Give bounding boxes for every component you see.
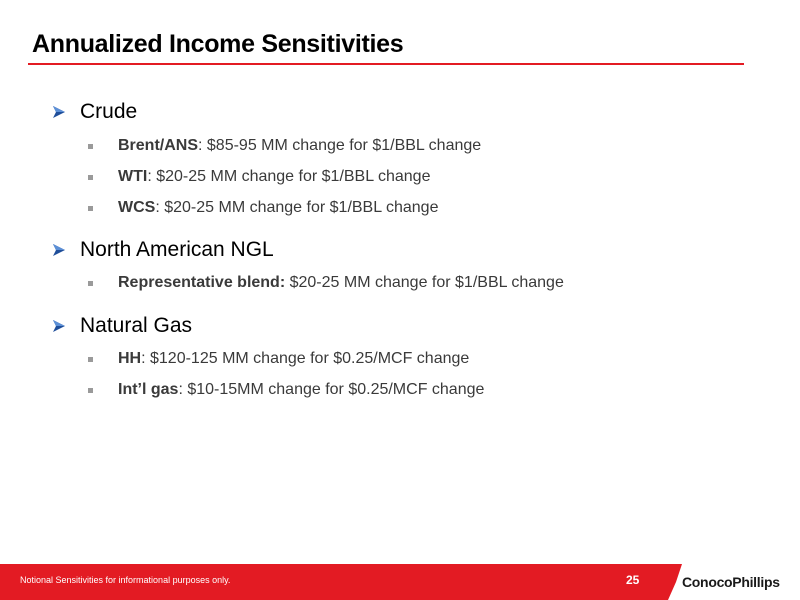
- company-logo: ConocoPhillips: [682, 574, 780, 590]
- arrow-bullet-icon: [52, 243, 66, 257]
- item-description: : $10-15MM change for $0.25/MCF change: [178, 381, 485, 398]
- square-bullet-icon: [88, 144, 93, 149]
- item-text: [118, 274, 564, 292]
- section-label: North American NGL: [80, 238, 274, 261]
- item-term: WTI: [118, 168, 148, 185]
- section-label: Crude: [80, 100, 138, 123]
- item-term: WCS: [118, 199, 156, 216]
- item-text: [118, 199, 438, 217]
- item-term: Representative blend:: [118, 274, 286, 291]
- footer-note: Notional Sensitivities for informational purposes only.: [20, 575, 231, 585]
- list-item: [88, 168, 430, 186]
- page-number: 25: [626, 573, 640, 587]
- item-text: [118, 137, 481, 155]
- item-text: [118, 350, 469, 368]
- title-underline: [28, 63, 744, 65]
- square-bullet-icon: [88, 281, 93, 286]
- arrow-bullet-icon: [52, 105, 66, 119]
- section-label: Natural Gas: [80, 314, 193, 337]
- list-item: [88, 274, 564, 292]
- list-item: [88, 199, 438, 217]
- item-term: HH: [118, 350, 142, 367]
- square-bullet-icon: [88, 175, 93, 180]
- section-ngl: [52, 238, 274, 262]
- item-description: : $20-25 MM change for $1/BBL change: [147, 168, 431, 185]
- arrow-bullet-icon: [52, 319, 66, 333]
- slide-title: Annualized Income Sensitivities: [32, 30, 404, 58]
- square-bullet-icon: [88, 206, 93, 211]
- list-item: [88, 350, 469, 368]
- item-description: : $20-25 MM change for $1/BBL change: [155, 199, 439, 216]
- item-description: : $120-125 MM change for $0.25/MCF change: [141, 350, 470, 367]
- section-natural-gas: [52, 314, 192, 338]
- item-term: Brent/ANS: [118, 137, 199, 154]
- item-description: : $85-95 MM change for $1/BBL change: [198, 137, 482, 154]
- item-description: $20-25 MM change for $1/BBL change: [285, 274, 564, 291]
- square-bullet-icon: [88, 357, 93, 362]
- item-term: Int’l gas: [118, 381, 179, 398]
- item-text: [118, 381, 484, 399]
- section-crude: [52, 100, 137, 124]
- square-bullet-icon: [88, 388, 93, 393]
- list-item: [88, 137, 481, 155]
- item-text: [118, 168, 430, 186]
- list-item: [88, 381, 484, 399]
